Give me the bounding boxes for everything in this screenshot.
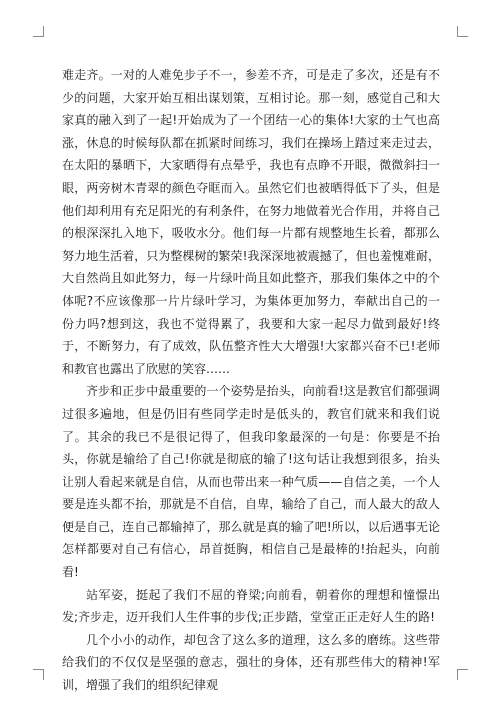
paragraph-2: 齐步和正步中最重要的一个姿势是抬头，向前看!这是教官们都强调过很多遍地，但是仍旧有些同学走时是低头的，教官们就来和我们说了。其余的我已不是很记得了，但我印象最深的一句是：你要是不抬头，你就是输给了自己!你就是彻底的输了!这句话让我想到很多，抬头让别人看起来就是自信，从而也带出来一种气质——自信之美，一个人要是连头都不抬，那就是不自信，自卑，输给了自己，而人最大的敌人便是自己，连自己都输掉了，那么就是真的输了吧!所以，以后遇事无论怎样都要对自己有信心，昂首挺胸，相信自己是最棒的!抬起头，向前看! — [62, 384, 440, 580]
crop-mark-bottom-left — [33, 669, 44, 680]
document-body — [62, 64, 440, 697]
paragraph-1: 难走齐。一对的人难免步子不一，参差不齐，可是走了多次，还是有不少的问题，大家开始互相出谋划策，互相讨论。那一刻，感觉自己和大家真的融入到了一起!开始成为了一个团结一心的集体!大家的士气也高涨，休息的时候每队都在抓紧时间练习，我们在操场上踏过来走过去，在太阳的暴晒下，大家晒得有点晕乎，我也有点睁不开眼，微微斜扫一眼，两旁树木青翠的颜色夺眶而入。虽然它们也被晒得低下了头，但是他们却利用有充足阳光的有利条件，在努力地做着光合作用，并将自己的根深深扎入地下，吸收水分。他们每一片都有规整地生长着，都那么努力地生活着，只为整棵树的繁荣!我深深地被震撼了，但也羞愧难耐，大自然尚且如此努力，每一片绿叶尚且如此整齐，那我们集体之中的个体呢?不应该像那一片片绿叶学习，为集体更加努力，奉献出自己的一份力吗?想到这，我也不觉得累了，我要和大家一起尽力做到最好!终于，不断努力，有了成效，队伍整齐性大大增强!大家都兴奋不已!老师和教官也露出了欣慰的笑容…… — [62, 68, 440, 376]
crop-mark-top-left — [33, 26, 44, 37]
paragraph-4: 几个小小的动作，却包含了这么多的道理，这么多的磨练。这些带给我们的不仅仅是坚强的意志，强壮的身体，还有那些伟大的精神!军训，增强了我们的组织纪律观 — [62, 632, 440, 693]
crop-mark-bottom-right — [457, 669, 468, 680]
crop-mark-top-right — [457, 26, 468, 37]
paragraph-3: 站军姿，挺起了我们不屈的脊梁;向前看，朝着你的理想和憧憬出发;齐步走，迈开我们人生件事的步伐;正步踏，堂堂正正走好人生的路! — [62, 587, 440, 625]
